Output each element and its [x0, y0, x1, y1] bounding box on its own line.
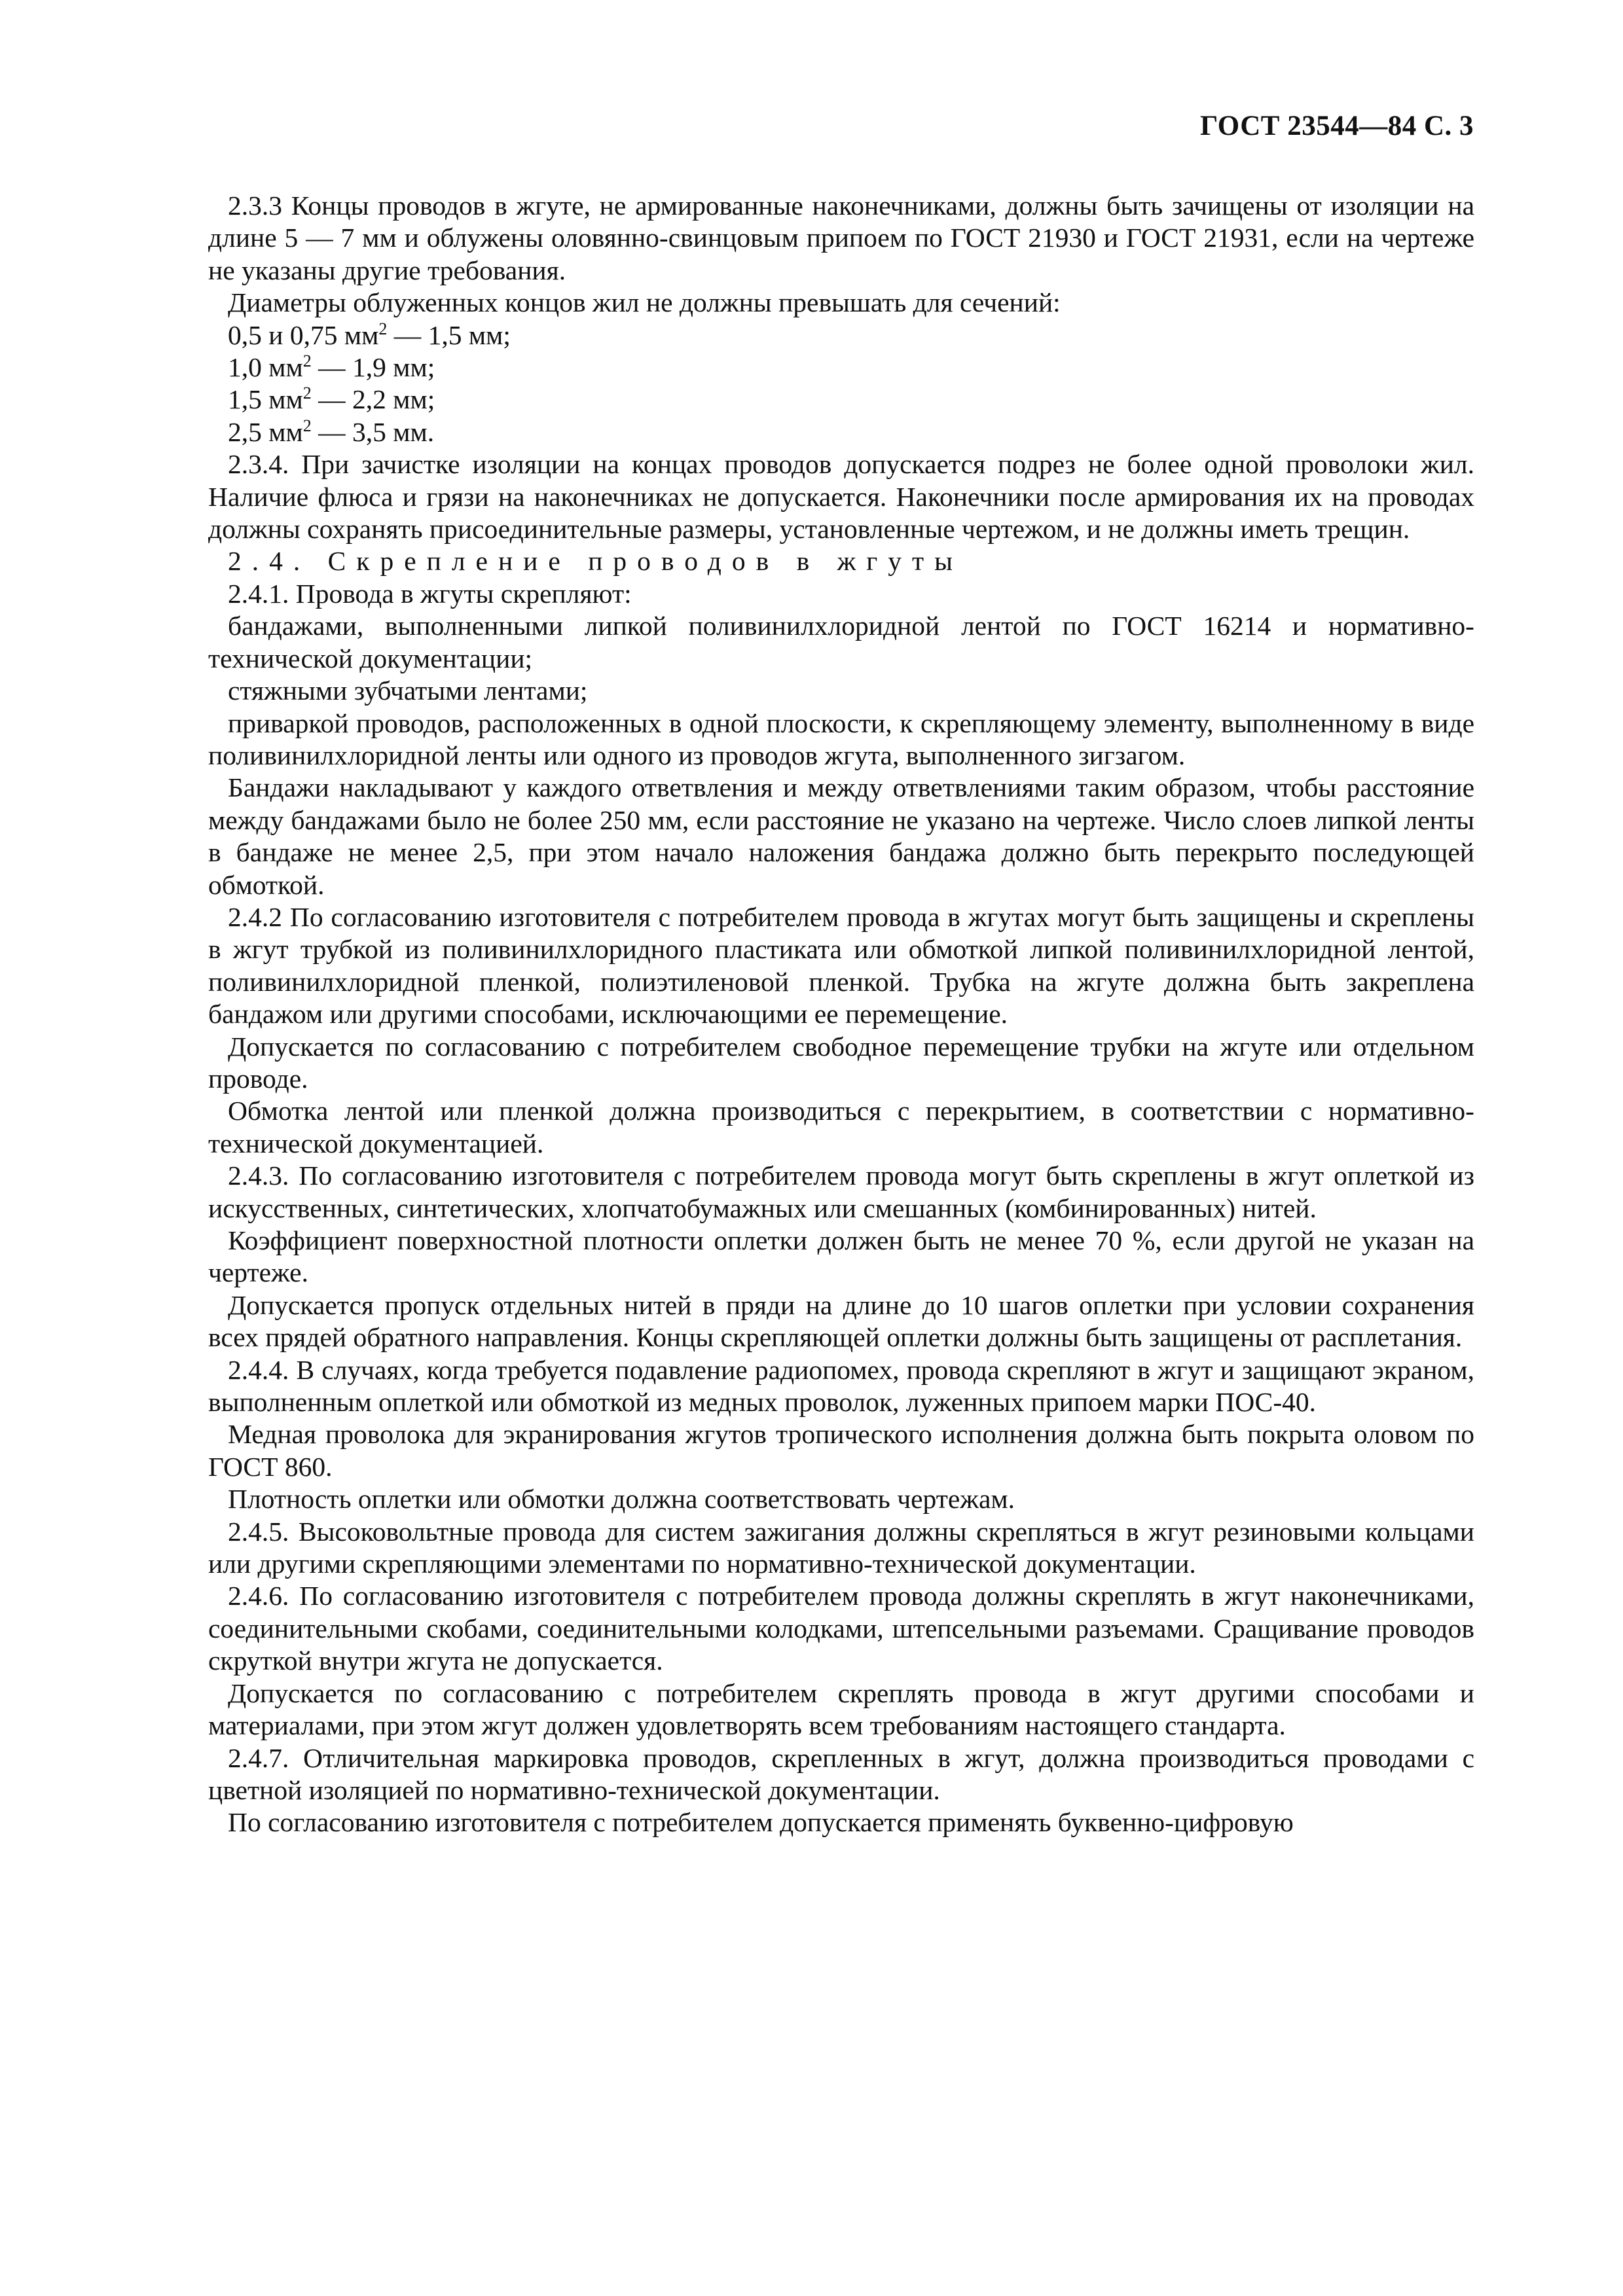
list-item-section-1: 0,5 и 0,75 $мм^2$ — 1,5 мм;	[228, 319, 511, 350]
paragraph-other-methods: Допускается по согласованию с потребителем скреплять провода в жгут другими способами и материалами, при этом жгут должен удовлетворять всем требованиям настоящего стандарта.	[208, 1677, 1474, 1741]
paragraph-2-4-5: 2.4.5. Высоковольтные провода для систем зажигания должны скрепляться в жгут резиновыми кольцами или другими скрепляющими элементами по нормативно-технической документации.	[208, 1516, 1474, 1579]
document-body	[208, 190, 1474, 1839]
paragraph-copper-wire: Медная проволока для экранирования жгутов тропического исполнения должна быть покрыта оловом по ГОСТ 860.	[208, 1419, 1474, 1482]
paragraph-2-4-3: 2.4.3. По согласованию изготовителя с потребителем провода могут быть скреплены в жгут оплеткой из искусственных, синтетических, хлопчатобумажных или смешанных (комбинированных) нитей.	[208, 1160, 1474, 1223]
paragraph-bandage-spacing: Бандажи накладывают у каждого ответвления и между ответвлениями таким образом, чтобы расстояние между бандажами было не более 250 мм, если расстояние не указано на чертеже. Число слоев липкой ленты в бандаже не менее 2,5, при этом начало наложения бандажа должно быть перекрыто последующей обмоткой.	[208, 772, 1474, 900]
paragraph-2-3-4: 2.3.4. При зачистке изоляции на концах проводов допускается подрез не более одной проволоки жил. Наличие флюса и грязи на наконечниках не допускается. Наконечники после армирования их на проводах должны сохранять присоединительные размеры, установленные чертежом, и не должны иметь трещин.	[208, 449, 1474, 545]
list-item-section-2: 1,0 $мм^2$ — 1,9 мм;	[228, 351, 435, 383]
paragraph-winding-overlap: Обмотка лентой или пленкой должна производиться с перекрытием, в соответствии с нормативно-технической документацией.	[208, 1096, 1474, 1158]
paragraph-density-coefficient: Коэффициент поверхностной плотности оплетки должен быть не менее 70 %, если другой не указан на чертеже.	[208, 1225, 1474, 1288]
paragraph-2-4-6: 2.4.6. По согласованию изготовителя с потребителем провода должны скреплять в жгут наконечниками, соединительными скобами, соединительными колодками, штепсельными разъемами. Сращивание проводов скруткой внутри жгута не допускается.	[208, 1581, 1474, 1676]
paragraph-2-4-2: 2.4.2 По согласованию изготовителя с потребителем провода в жгутах могут быть защищены и скреплены в жгут трубкой из поливинилхлоридного пластиката или обмоткой липкой поливинилхлоридной лентой, поливинилхлоридной пленкой, полиэтиленовой пленкой. Трубка на жгуте должна быть закреплена бандажом или другими способами, исключающими ее перемещение.	[208, 901, 1474, 1030]
list-item-section-3: 1,5 $мм^2$ — 2,2 мм;	[228, 384, 435, 415]
section-heading-2-4: 2.4. Скрепление проводов в жгуты	[228, 546, 964, 577]
paragraph-2-4-7: 2.4.7. Отличительная маркировка проводов, скрепленных в жгут, должна производиться проводами с цветной изоляцией по нормативно-технической документации.	[208, 1742, 1474, 1805]
paragraph-alphanumeric: По согласованию изготовителя с потребителем допускается применять буквенно-цифровую	[228, 1807, 1294, 1838]
page-header: ГОСТ 23544—84 С. 3	[1199, 111, 1474, 141]
paragraph-2-4-4: 2.4.4. В случаях, когда требуется подавление радиопомех, провода скрепляют в жгут и защищают экраном, выполненным оплеткой или обмоткой из медных проволок, луженных припоем марки ПОС-40.	[208, 1354, 1474, 1418]
paragraph-2-4-1: 2.4.1. Провода в жгуты скрепляют:	[228, 578, 632, 609]
paragraph-diameters-intro: Диаметры облуженных концов жил не должны превышать для сечений:	[228, 287, 1061, 318]
paragraph-2-3-3: 2.3.3 Концы проводов в жгуте, не армированные наконечниками, должны быть зачищены от изоляции на длине 5 — 7 мм и облужены оловянно-свинцовым припоем по ГОСТ 21930 и ГОСТ 21931, если на чертеже не указаны другие требования.	[208, 190, 1474, 285]
paragraph-toothed-bands: стяжными зубчатыми лентами;	[228, 675, 588, 706]
paragraph-thread-gaps: Допускается пропуск отдельных нитей в пряди на длине до 10 шагов оплетки при условии сохранения всех прядей обратного направления. Концы скрепляющей оплетки должны быть защищены от расплетания.	[208, 1289, 1474, 1353]
paragraph-braid-density: Плотность оплетки или обмотки должна соответствовать чертежам.	[228, 1484, 1015, 1515]
list-item-section-4: 2,5 $мм^2$ — 3,5 мм.	[228, 416, 435, 447]
paragraph-bandages: бандажами, выполненными липкой поливинилхлоридной лентой по ГОСТ 16214 и нормативно-технической документации;	[208, 611, 1474, 673]
paragraph-welding: приваркой проводов, расположенных в одной плоскости, к скрепляющему элементу, выполненному в виде поливинилхлоридной ленты или одного из проводов жгута, выполненного зигзагом.	[208, 708, 1474, 770]
paragraph-tube-movement: Допускается по согласованию с потребителем свободное перемещение трубки на жгуте или отдельном проводе.	[208, 1031, 1474, 1094]
